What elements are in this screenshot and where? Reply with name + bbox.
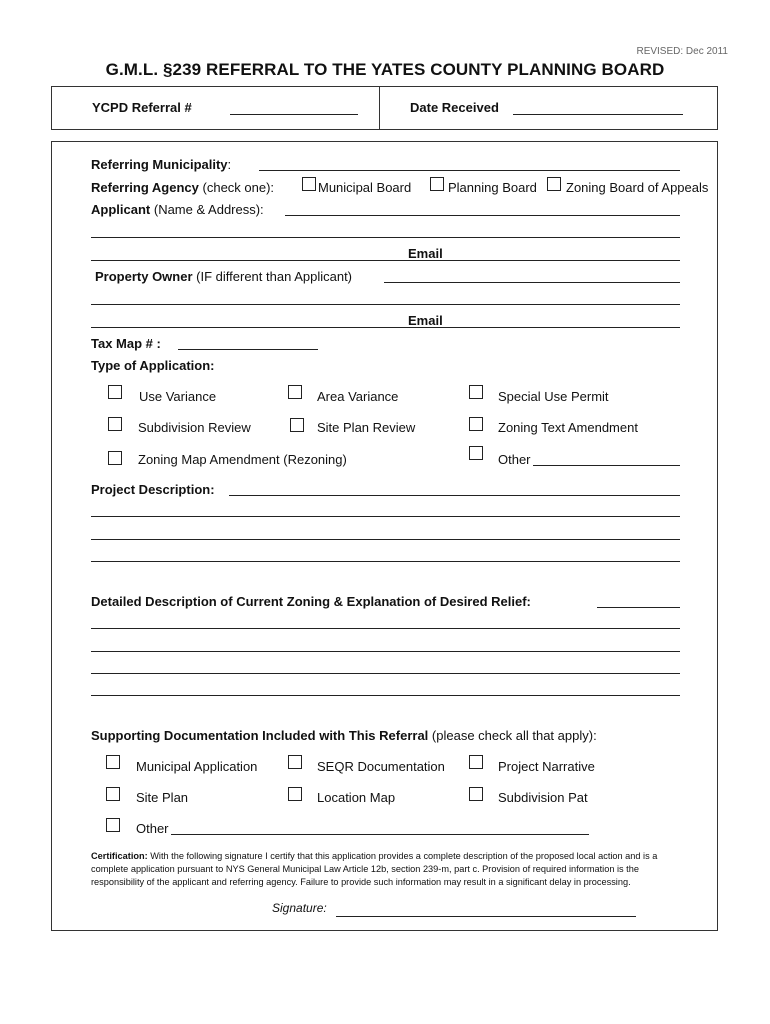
zoning-text-amendment-checkbox[interactable] xyxy=(469,417,483,431)
other-application-label: Other xyxy=(498,452,531,467)
applicant-field[interactable] xyxy=(285,215,680,216)
signature-field[interactable] xyxy=(336,916,636,917)
project-narrative-checkbox[interactable] xyxy=(469,755,483,769)
municipal-application-checkbox[interactable] xyxy=(106,755,120,769)
use-variance-label: Use Variance xyxy=(139,389,217,404)
agency-row xyxy=(91,180,274,195)
site-plan-checkbox[interactable] xyxy=(106,787,120,801)
subdivision-review-checkbox[interactable] xyxy=(108,417,122,431)
owner-hint: (IF different than Applicant) xyxy=(196,269,353,284)
area-variance-checkbox[interactable] xyxy=(288,385,302,399)
applicant-email-field[interactable] xyxy=(91,260,680,261)
other-docs-label: Other xyxy=(136,821,169,836)
other-application-checkbox[interactable] xyxy=(469,446,483,460)
location-map-checkbox[interactable] xyxy=(288,787,302,801)
project-narrative-label: Project Narrative xyxy=(498,759,595,774)
revised-date: REVISED: Dec 2011 xyxy=(636,46,728,57)
owner-row xyxy=(95,269,352,284)
seqr-documentation-label: SEQR Documentation xyxy=(317,759,445,774)
zoning-relief-line-4[interactable] xyxy=(91,673,680,674)
owner-label: Property Owner xyxy=(95,269,193,284)
certification-label: Certification: xyxy=(91,851,148,861)
planning-board-checkbox[interactable] xyxy=(430,177,444,191)
owner-email-label: Email xyxy=(408,313,443,328)
supporting-docs-row xyxy=(91,728,597,743)
zoning-relief-label: Detailed Description of Current Zoning & Explanation of Desired Relief: xyxy=(91,594,531,609)
zoning-relief-field[interactable] xyxy=(597,607,680,608)
owner-field[interactable] xyxy=(384,282,680,283)
other-docs-field[interactable] xyxy=(171,834,589,835)
zoning-relief-line-5[interactable] xyxy=(91,695,680,696)
seqr-documentation-checkbox[interactable] xyxy=(288,755,302,769)
applicant-field-2[interactable] xyxy=(91,237,680,238)
supporting-docs-label: Supporting Documentation Included with This Referral xyxy=(91,728,429,743)
applicant-row xyxy=(91,202,264,217)
municipality-label: Referring Municipality xyxy=(91,157,228,172)
date-received-field[interactable] xyxy=(513,114,683,115)
project-description-field[interactable] xyxy=(229,495,680,496)
municipality-row xyxy=(91,157,231,172)
tax-map-field[interactable] xyxy=(178,349,318,350)
applicant-email-label: Email xyxy=(408,246,443,261)
zoning-map-amendment-label: Zoning Map Amendment (Rezoning) xyxy=(138,452,347,467)
subdivision-review-label: Subdivision Review xyxy=(138,420,251,435)
area-variance-label: Area Variance xyxy=(317,389,399,404)
other-application-field[interactable] xyxy=(533,465,680,466)
project-description-line-3[interactable] xyxy=(91,539,680,540)
special-use-permit-label: Special Use Permit xyxy=(498,389,609,404)
project-description-line-2[interactable] xyxy=(91,516,680,517)
other-docs-checkbox[interactable] xyxy=(106,818,120,832)
zoning-text-amendment-label: Zoning Text Amendment xyxy=(498,420,638,435)
zoning-map-amendment-checkbox[interactable] xyxy=(108,451,122,465)
location-map-label: Location Map xyxy=(317,790,396,805)
municipality-field[interactable] xyxy=(259,170,680,171)
certification-text: With the following signature I certify that this application provides a complete description of the proposed local action and is a complete application pursuant to NYS General Municipal Law Article 12b, section 239-m, part c. Provision of required information is the responsibility of the applicant and referring agency. Failure to provide such information may result in a significant delay in processing. xyxy=(91,851,658,887)
certification-block xyxy=(91,850,691,889)
zoning-board-checkbox[interactable] xyxy=(547,177,561,191)
supporting-docs-hint: (please check all that apply): xyxy=(431,728,597,743)
site-plan-review-checkbox[interactable] xyxy=(290,418,304,432)
referral-number-label: YCPD Referral # xyxy=(92,100,192,115)
agency-label: Referring Agency xyxy=(91,180,199,195)
special-use-permit-checkbox[interactable] xyxy=(469,385,483,399)
date-received-label: Date Received xyxy=(410,100,499,115)
signature-label: Signature: xyxy=(272,901,327,915)
page-title: G.M.L. §239 REFERRAL TO THE YATES COUNTY PLANNING BOARD xyxy=(105,60,665,79)
municipality-colon: : xyxy=(227,157,232,172)
owner-field-2[interactable] xyxy=(91,304,680,305)
project-description-line-4[interactable] xyxy=(91,561,680,562)
application-type-label: Type of Application: xyxy=(91,358,215,373)
referral-number-field[interactable] xyxy=(230,114,358,115)
zoning-board-label: Zoning Board of Appeals xyxy=(566,180,709,195)
applicant-label: Applicant xyxy=(91,202,151,217)
applicant-hint: (Name & Address): xyxy=(153,202,264,217)
site-plan-review-label: Site Plan Review xyxy=(317,420,416,435)
owner-email-field[interactable] xyxy=(91,327,680,328)
zoning-relief-line-3[interactable] xyxy=(91,651,680,652)
agency-hint: (check one): xyxy=(202,180,275,195)
municipal-application-label: Municipal Application xyxy=(136,759,258,774)
municipal-board-label: Municipal Board xyxy=(318,180,412,195)
planning-board-label: Planning Board xyxy=(448,180,537,195)
project-description-label: Project Description: xyxy=(91,482,215,497)
zoning-relief-line-2[interactable] xyxy=(91,628,680,629)
subdivision-plat-checkbox[interactable] xyxy=(469,787,483,801)
tax-map-label: Tax Map # : xyxy=(91,336,161,351)
site-plan-label: Site Plan xyxy=(136,790,189,805)
municipal-board-checkbox[interactable] xyxy=(302,177,316,191)
use-variance-checkbox[interactable] xyxy=(108,385,122,399)
subdivision-plat-label: Subdivision Pat xyxy=(498,790,588,805)
